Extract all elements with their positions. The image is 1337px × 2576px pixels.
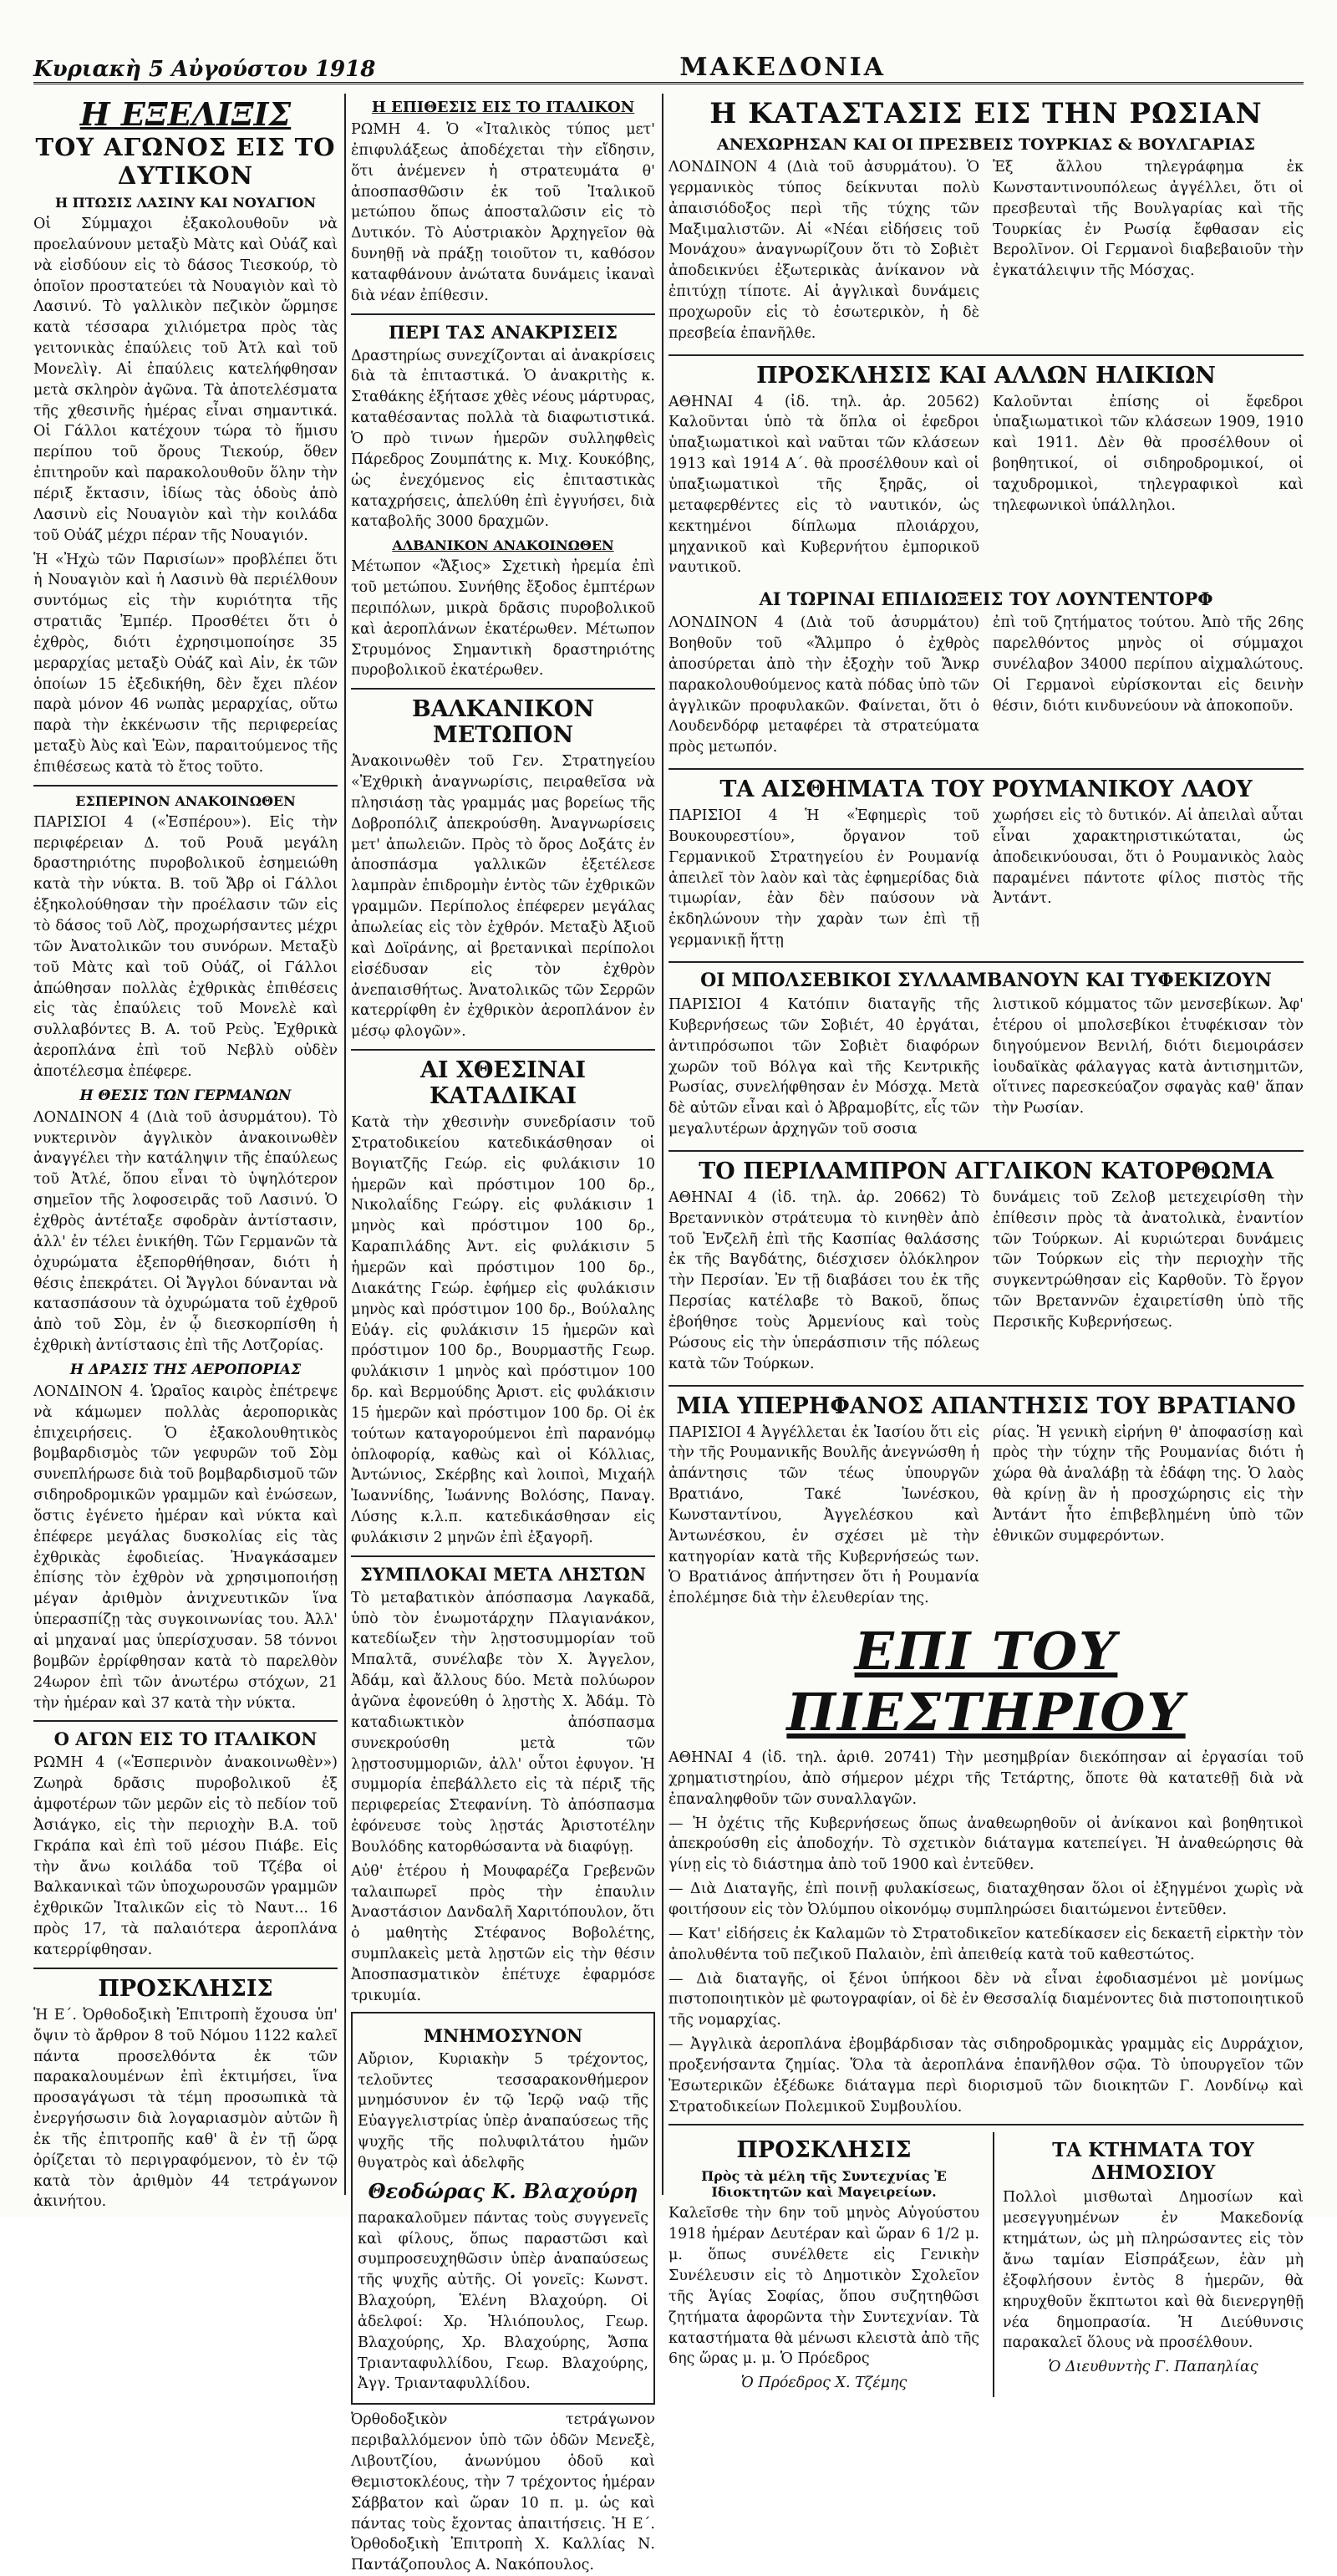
- call-up-article: [668, 392, 1304, 583]
- article-paragraph: Ἡ «Ἠχὼ τῶν Παρισίων» προβλέπει ὅτι ἡ Νουαγιὸν καὶ ἡ Λασινὺ θὰ περιέλθουν συντόμως εἰς τὴν κυριότητα τῆς στρατιᾶς Ἐμπέρ. Προσθέτει ὅτι ὁ ἐχθρὸς, διότι ἐχρησιμοποίησε 35 μεραρχίας μεταξὺ Οὐάζ καὶ Αἰν, ἐκ τῶν ὁποίων 15 ἐξεδικήθη, δὲν ἔχει πλέον παρὰ μόνον 46 νωπὰς μεραρχίας, οὕτω παρὰ τὴν ἐκκένωσιν τῆς περιφερείας μεταξὺ Ἀὺς καὶ Ἐὼν, παραιτούμενος τῆς ἐπιθέσεως κατὰ τὸ ἔτος τοῦτο.: [33, 551, 338, 776]
- notice-text: Αὔριον, Κυριακὴν 5 τρέχοντος, τελοῦντες τεσσαρακονθήμερον μνημόσυνον ἐν τῷ Ἱερῷ ναῷ τῆς Εὐαγγελιστρίας ὑπὲρ ἀναπαύσεως τῆς ψυχῆς τῆς πολυφιλτάτου ἡμῶν θυγατρὸς καὶ ἀδελφῆς: [358, 2050, 648, 2171]
- article-paragraph: Ἐξ ἄλλου τηλεγράφημα ἐκ Κωνσταντινουπόλεως ἀγγέλλει, ὅτι οἱ πρεσβευταὶ τῆς Βουλγαρίας καὶ τῆς Τουρκίας ἐν Ρωσίᾳ ἔφθασαν εἰς Βερολῖνον. Οἱ Γερμανοὶ διαβεβαιοῦν τὴν ἐγκατάλειψιν τῆς Μόσχας.: [993, 159, 1304, 280]
- headline-british-feat: ΤΟ ΠΕΡΙΛΑΜΠΡΟΝ ΑΓΓΛΙΚΟΝ ΚΑΤΟΡΘΩΜΑ: [699, 1158, 1273, 1184]
- article-paragraph: ΑΘΗΝΑΙ 4 (ἰδ. τηλ. ἀριθ. 20741) Τὴν μεσημβρίαν διεκόπησαν αἱ ἐργασίαι τοῦ χρηματιστηρίου, ἀπὸ σήμερον μέχρι τῆς Τετάρτης, ὅποτε θὰ κατατεθῇ διὰ νὰ ἐπαναληφθοῦν τῶν συναλλαγῶν.: [668, 1749, 1304, 1808]
- issue-date: Κυριακὴ 5 Αὐγούστου 1918: [33, 57, 376, 82]
- article-paragraph: Αὐθ' ἑτέρου ἡ Μουφαρέζα Γρεβενῶν ταλαιπωρεῖ πρὸς τὴν ἐπαυλιν Ἀναστάσιον Δανδαλῆ Χαριτόπουλον, ὅτι ὁ μαθητὴς Στέφανος Βοβολέτης, συμπλακεὶς μετὰ λῃστῶν εἰς τὴν θέσιν Ἀποσπασματικὸν ἐπέτυχε ἐφαρμόσε τρικυμία.: [351, 1862, 655, 2004]
- headline-state-property: ΤΑ ΚΤΗΜΑΤΑ ΤΟΥ ΔΗΜΟΣΙΟΥ: [1052, 2139, 1254, 2185]
- headline-balkan-front: ΒΑΛΚΑΝΙΚΟΝ ΜΕΤΩΠΟΝ: [411, 696, 595, 749]
- divider: [668, 768, 1304, 770]
- article-paragraph: ρίας. Ἡ γενικὴ εἰρήνη θ' ἀποφασίσῃ καὶ πρὸς τὴν τύχην τῆς Ρουμανίας διότι ἡ χώρα θὰ ἀναλάβῃ τὰ ἐδάφη της. Ὁ λαὸς θὰ κρίνῃ ἂν ἡ προσχώρησις εἰς τὴν Ἀντάντ ἦτο ἐπιβεβλημένη ὑπὸ τῶν ἐθνικῶν συμφερόντων.: [993, 1423, 1304, 1545]
- divider: [351, 313, 655, 315]
- headline-italian-offensive: Η ΕΠΙΘΕΣΙΣ ΕΙΣ ΤΟ ΙΤΑΛΙΚΟΝ: [371, 99, 635, 116]
- romanian-article: [668, 806, 1304, 955]
- article-paragraph: ΑΘΗΝΑΙ 4 (ἰδ. τηλ. ἀρ. 20562) Καλοῦνται ὑπὸ τὰ ὅπλα οἱ ἐφεδροι ὑπαξιωματικοὶ καὶ ναῦται τῶν κλάσεων 1913 καὶ 1914 Α΄. θὰ προσέλθουν καὶ οἱ ὑπαξιωματικοὶ τῆς ξηρᾶς, οἱ μεταφερθέντες εἰς τὸ ναυτικόν, ὡς κεκτημένοι δίπλωμα πλοιάρχου, μηχανικοῦ καὶ Κυβερνήτου ἐμπορικοῦ ναυτικοῦ.: [668, 393, 979, 577]
- article-paragraph: ΛΟΝΔΙΝΟΝ 4 (Διὰ τοῦ ἀσυρμάτου). Τὸ νυκτερινὸν ἀγγλικὸν ἀνακοινωθὲν ἀναγγέλει τὴν κατάληψιν τῆς ἐπαύλεως τοῦ Ἀτλέ, ὅπου εἶναι τὸ ὑψηλότερον σημεῖον τῆς λοφοσειρᾶς τοῦ Λασινύ. Ὁ ἐχθρὸς ἀντέταξε σφοδρὰν ἀντίστασιν, ἀλλ' ἐν τέλει ἐνικήθη. Τῶν Γερμανῶν τὰ ὀχυρώματα ἐξεπορθήθησαν, διότι ἡ θέσις ἐπεκράτει. Οἱ Ἄγγλοι δύνανται νὰ κατασπάσουν τὰ ὀχυρώματα τοῦ ἐχθροῦ ἀπὸ τοῦ Σὸμ, ἐν ᾧ διεσκορπίσθη ἡ ἐχθρικὴ ἀντίστασις ἐπὶ τῆς Λοτζορίας.: [33, 1108, 338, 1355]
- headline-call-up: ΠΡΟΣΚΛΗΣΙΣ ΚΑΙ ΑΛΛΩΝ ΗΛΙΚΙΩΝ: [756, 362, 1216, 389]
- divider: [351, 688, 655, 690]
- article-paragraph: ΠΑΡΙΣΙΟΙ 4 («Ἐσπέρου»). Εἰς τὴν περιφέρειαν Δ. τοῦ Ρουᾶ μεγάλη δραστηριότης πυροβολικοῦ ἐσημειώθη κατὰ τὴν νύκτα. Β. τοῦ Ἄβρ οἱ Γάλλοι ἐξηκολούθησαν τὴν προέλασιν τῶν εἰς τὸ δάσος τοῦ Λὸζ, προχωρήσαντες μέχρι τῶν Ἀνατολικῶν του συνόρων. Μεταξὺ τοῦ Μὰτς καὶ τοῦ Οὐάζ, οἱ Γάλλοι ἀπώθησαν πολλὰς ἐχθρικὰς ἐπιθέσεις εἰς τὰς ἐπαύλεις τοῦ Μονελὲ καὶ συλλαβόντες Β. Α. τοῦ Ρεὺς. Ἐχθρικὰ ἀεροπλάνα ἐπὶ τοῦ Νεβλὺ οὐδὲν ἀποτέλεσμα ἐπέφερε.: [33, 813, 338, 1080]
- notice-signature: Ὁ Διευθυντὴς Γ. Παπαηλίας: [1048, 2359, 1258, 2376]
- article-paragraph: ΠΑΡΙΣΙΟΙ 4 Κατόπιν διαταγῆς τῆς Κυβερνήσεως τῶν Σοβιέτ, 40 ἐργάται, ἀντιπρόσωποι τῶν Σοβιὲτ διαφόρων χωρῶν τοῦ Βόλγα καὶ τῆς Κεντρικῆς Ρωσίας, συνελήφθησαν ἐν Μόσχᾳ. Μετὰ δὲ αὐτῶν εἶναι καὶ ὁ Ἀβραμοβίτς, εἷς τῶν μεγαλυτέρων ἀρχηγῶν τοῦ σοσια: [668, 996, 979, 1138]
- british-article: [668, 1188, 1304, 1378]
- article-paragraph: ΡΩΜΗ 4 («Ἑσπερινὸν ἀνακοινωθὲν») Ζωηρὰ δρᾶσις πυροβολικοῦ ἐξ ἀμφοτέρων τῶν μερῶν εἰς τὸ πεδίον τοῦ Ἀσιάγκο, εἰς τὴν περιοχὴν Β.Α. τοῦ Γκράπα καὶ ἐπὶ τοῦ μέσου Πιάβε. Εἰς τὴν ἄνω κοιλάδα τοῦ Τζέβα οἱ Βαλκανικαὶ τῶν ὑποχωρουσῶν γραμμῶν ἐχθρικῶν Ἰταλικῶν εἰς τὸ Ναυτ... 16 πρὸς 17, τὰ παλαιότερα ἀεροπλάνα κατερρίφθησαν.: [33, 1754, 338, 1958]
- divider: [668, 2124, 1304, 2125]
- column-rule: [662, 94, 663, 2195]
- headline-german-position: Η ΘΕΣΙΣ ΤΩΝ ΓΕΡΜΑΝΩΝ: [79, 1087, 292, 1104]
- divider: [351, 1555, 655, 1557]
- headline-memorial: ΜΝΗΜΟΣΥΝΟΝ: [423, 2024, 583, 2046]
- deceased-name: Θεοδώρας Κ. Βλαχούρη: [368, 2178, 638, 2203]
- article-paragraph: Οἱ Σύμμαχοι ἐξακολουθοῦν νὰ προελαύνουν μεταξὺ Μὰτς καὶ Οὐάζ καὶ νὰ εἰσδύουν εἰς τὸ δάσος Τιεσκούρ, τὸ ὁποῖον προστατεύει τὰ Νουαγιὸν καὶ τὸ Λασινύ. Τὸ γαλλικὸν πεζικὸν ὥρμησε κατὰ τέσσαρα χιλιόμετρα πρὸς τὰς γειτονικὰς ἐπαύλεις τοῦ Ἀτλ καὶ τοῦ Μονελὶγ. Αἱ ἐπαύλεις κατελήφθησαν μετὰ σκληρὸν ἀγῶνα. Τὰ ἀποτελέσματα τῆς χθεσινῆς ἡμέρας εἶναι σημαντικά. Οἱ Γάλλοι κατέχουν τώρα τὸ ἥμισυ περίπου τοῦ ὄρους Τιεκούρ, ὅθεν ἐπιτηροῦν καὶ παρακολουθοῦν ὅλην τὴν πέριξ ἔκτασιν, ἰδίως τὰς ὁδοὺς ἀπὸ Λασινὺ εἰς Νουαγιὸν καὶ τὴν κοιλάδα τοῦ Οὐάζ μέχρι πέραν τῆς Νουαγιόν.: [33, 216, 338, 544]
- headline-romanian-sentiment: ΤΑ ΑΙΣΘΗΜΑΤΑ ΤΟΥ ΡΟΥΜΑΝΙΚΟΥ ΛΑΟΥ: [719, 776, 1253, 803]
- article-paragraph: δυνάμεις τοῦ Ζελοβ μετεχειρίσθη τὴν ἐπίθεσιν πρὸς τὰ ἀνατολικὰ, ἐναντίον τῶν Τούρκων. Αἱ κυριώτεραι δυνάμεις τῶν Τούρκων εἰς τὴν περιοχὴν τῆς συγκεντρώθησαν εἰς Καρθοῦν. Τὸ ἔργον τῶν Βρεταννῶν ἐχαιρετίσθη ὑπὸ τῆς Περσικῆς Κυβερνήσεως.: [993, 1189, 1304, 1331]
- russia-article: [668, 157, 1304, 348]
- article-paragraph: Ὀρθοδοξικὸν τετράγωνον περιβαλλόμενον ὑπὸ τῶν ὁδῶν Μενεξὲ, Λιβουτζίου, ἀνωνύμου ὁδοῦ καὶ Θεμιστοκλέους, τὴν 7 τρέχοντος ἡμέραν Σάββατον καὶ ὥραν 10 π. μ. ὡς καὶ πάντας τοὺς ἔχοντας ἀπαιτήσεις. Ἡ Ε΄. Ὀρθοδοξικὴ Ἐπιτροπὴ Χ. Καλλίας Ν. Παντάζοπουλος Α. Νακόπουλος.: [351, 2411, 655, 2574]
- headline-investigations: ΠΕΡΙ ΤΑΣ ΑΝΑΚΡΙΣΕΙΣ: [388, 321, 618, 343]
- notice-text: Πολλοὶ μισθωταὶ Δημοσίων καὶ μεσεγγυημένων ἐν Μακεδονίᾳ κτημάτων, ὡς μὴ πληρώσαντες εἰς τὸν ἄνω ταμίαν Εἰσπράξεων, ἐὰν μὴ ἐξοφλήσουν ἐντὸς 8 ἡμερῶν, θὰ κηρυχθοῦν ἔκπτωτοι καὶ θὰ διενεργηθῇ νέα δημοπρασία. Ἡ Διεύθυνσις παρακαλεῖ ὅλους νὰ προσέλθουν.: [1003, 2189, 1304, 2352]
- article-paragraph: — Κατ' εἰδήσεις ἐκ Καλαμῶν τὸ Στρατοδικεῖον κατεδίκασεν εἰς δεκαετῆ εἰρκτὴν τὸν ἀπολυθέντα τοῦ πεζικοῦ Παλαιὸν, ἐπὶ ἀπειθείᾳ κατὰ τοῦ καθεστώτος.: [668, 1925, 1304, 1963]
- article-paragraph: — Διὰ διαταγῆς, οἱ ξένοι ὑπήκοοι δὲν νὰ εἶναι ἐφοδιασμένοι μὲ μονίμως πιστοποιητικὸν μὲ φωτογραφίαν, οἱ δὲ ἐν Θεσσαλίᾳ διαμένοντες διὰ πιστοποιητικοῦ τῆς νομαρχίας.: [668, 1970, 1304, 2029]
- column-2: [351, 94, 656, 2574]
- headline-invitation: ΠΡΟΣΚΛΗΣΙΣ: [98, 1975, 273, 2002]
- notice-text: παρακαλοῦμεν πάντας τοὺς συγγενεῖς καὶ φίλους, ὅπως παραστῶσι καὶ συμπροσευχηθῶσιν ὑπὲρ ἀναπαύσεως τῆς ψυχῆς αὐτῆς. Οἱ γονεῖς: Κωνστ. Βλαχούρη, Ἑλένη Βλαχούρη. Οἱ ἀδελφοί: Χρ. Ἠλιόπουλος, Γεωρ. Βλαχούρης, Χρ. Βλαχούρης, Ἄσπα Τριανταφυλλίδου, Γεωρ. Βλαχούρης, Ἀγγ. Τριανταφυλλίδου.: [358, 2209, 648, 2393]
- headline-albanian-communique: ΑΛΒΑΝΙΚΟΝ ΑΝΑΚΟΙΝΩΘΕΝ: [392, 537, 614, 554]
- headline-italian-struggle: Ο ΑΓΩΝ ΕΙΣ ΤΟ ΙΤΑΛΙΚΟΝ: [53, 1728, 318, 1750]
- newspaper-title: ΜΑΚΕΔΟΝΙΑ: [679, 53, 886, 82]
- article-paragraph: ΛΟΝΔΙΝΟΝ 4. Ὡραῖος καιρὸς ἐπέτρεψε νὰ κάμωμεν πολλὰς ἀεροπορικὰς ἐπιχειρήσεις. Ὁ ἐξακολουθητικὸς βομβαρδισμὸς τῶν γεφυρῶν τοῦ Σὸμ συνεπλήρωσε διὰ τοῦ βομβαρδισμοῦ τῶν σιδηροδρομικῶν γραμμῶν καὶ ἐνώσεων, ὅστις ἐγένετο ἡμέραν καὶ νύκτα καὶ ἐπέφερε μεγάλας δυσκολίας εἰς τὰς ἐχθρικὰς ἐφοδιείας. Ἠναγκάσαμεν ἐπίσης τὸν ἐχθρὸν νὰ χρησιμοποιήσῃ μέγαν ἀριθμὸν ἀνιχνευτικῶν ἵνα ὑπερασπίζῃ τὰς συγκοινωνίας του. Ἀλλ' αἱ μηχαναί μας ὑπερίσχυσαν. 58 τόννοι βομβῶν ἐρρίφθησαν κατὰ τὸ παρελθὸν 24ωρον ἐπὶ τῶν ἀνωτέρω στόχων, 21 τὴν ἡμέραν καὶ 37 κατὰ τὴν νύκτα.: [33, 1382, 338, 1712]
- article-paragraph: ΛΟΝΔΙΝΟΝ 4 (Διὰ τοῦ ἀσυρμάτου) Βοηθοῦν τοῦ «Ἄλμπρο ὁ ἐχθρὸς ἀποσύρεται ἀπὸ τὴν ἐξοχὴν τοῦ Ἄνκρ παρακολουθούμενος κατὰ πόδας ὑπὸ τῶν ἀγγλικῶν προφυλακῶν. Φαίνεται, ὅτι ὁ Λουδενδόρφ μεταφέρει τὰ στρατεύματα πρὸς μετωπόν.: [668, 614, 979, 756]
- divider: [33, 1720, 338, 1722]
- divider: [33, 1968, 338, 1969]
- article-paragraph: Τὸ μεταβατικὸν ἀπόσπασμα Λαγκαδᾶ, ὑπὸ τὸν ἐνωμοτάρχην Πλαγιανάκον, κατεδίωξεν τὴν λῃστοσυμμορίαν τοῦ Μπαλτᾶ, συνέλαβε τὸν Χ. Ἀγγελον, Ἀδάμ, καὶ ἄλλους δύο. Μετὰ πολύωρον ἀγῶνα ἐφονεύθη ὁ λῃστὴς Χ. Ἀδάμ. Τὸ καταδιωκτικὸν ἀπόσπασμα συνεκρούσθη μετὰ τῶν λῃστοσυμμοριῶν, ἀλλ' οὗτοι ἐφυγον. Ἡ συμμορία ἐπεβάλλετο εἰς τὰ πέριξ τῆς περιφερείας Στεφανίνη. Τὸ ἀπόσπασμα ἐφόνευσε τοὺς λῃστάς Ἀριστοτέλην Βουλόδης κατορθώσαντα νὰ διαφύγῃ.: [351, 1589, 655, 1856]
- headline-on-the-press: ΕΠΙ ΤΟΥ ΠΙΕΣΤΗΡΙΟΥ: [786, 1621, 1186, 1744]
- article-paragraph: ἐπὶ τοῦ ζητήματος τούτου. Ἀπὸ τῆς 26ης παρελθόντος μηνὸς οἱ σύμμαχοι συνέλαβον 34000 περίπου αἰχμαλώτους. Οἱ Γερμανοὶ εὑρίσκονται εἰς δεινὴν θέσιν, διότι κινδυνεύουν νὰ ἀποκοποῦν.: [993, 614, 1304, 715]
- column-rule: [344, 94, 346, 2195]
- bolshevik-article: [668, 995, 1304, 1143]
- headline-invitation: ΠΡΟΣΚΛΗΣΙΣ: [736, 2137, 912, 2164]
- article-paragraph: Κατὰ τὴν χθεσινὴν συνεδρίασιν τοῦ Στρατοδικείου κατεδικάσθησαν οἱ Βογιατζῆς Γεώρ. εἰς φυλάκισιν 10 ἡμερῶν καὶ πρόστιμον 100 δρ., Νικολαΐδης Γεώργ. εἰς φυλάκισιν 1 μηνὸς καὶ πρόστιμον 100 δρ., Καραπιλάδης Ἀντ. εἰς φυλάκισιν 5 ἡμερῶν καὶ πρόστιμον 100 δρ., Διακάτης Γεώρ. ἐφήμερ εἰς φυλάκισιν μηνὸς καὶ πρόστιμον 100 δρ., Βούλαλης Εὐάγ. εἰς φυλάκισιν 15 ἡμερῶν καὶ πρόστιμον 100 δρ., Βουρμαστῆς Γεωρ. φυλάκισιν 1 μηνὸς καὶ πρόστιμον 100 δρ. καὶ Βερμούδης Ἀριστ. εἰς φυλάκισιν 15 ἡμερῶν καὶ πρόστιμον 100 δρ. Οἱ ἐκ τούτων καταγορούμενοι ἐπὶ παρανόμῳ ὀπλοφορίᾳ, καθὼς καὶ οἱ Κόλλιας, Ἀντώνιος, Σκέρβης καὶ λοιποὶ, Μιχαήλ Ἰωαννίδης, Ἰωάννης Βολόσης, Παναγ. Λύσης κ.λ.π. κατεδικάσθησαν εἰς φυλάκισιν 2 μηνῶν ἐπὶ ἐξαγορῆ.: [351, 1114, 655, 1546]
- article-paragraph: Ἡ Ε΄. Ὀρθοδοξικὴ Ἐπιτροπὴ ἔχουσα ὑπ' ὄψιν τὸ ἄρθρον 8 τοῦ Νόμου 1122 καλεῖ πάντα προσελθόντα ἐκ τῶν παρακαλουμένων ἐπὶ ἐκτιμήσει, ἵνα προσαγάγωσι τὰ τέμη προσωπικὰ τὰ ἐνεργήσωσιν διὰ λογαριασμὸν αὐτῶν ἢ ἐκ τῆς ἐπιτροπῆς καθ' ἃ ἐν τῇ ὥρᾳ ὀρίζεται τὸ περιγραφόμενον, τὸ ἐν τῷ κατὰ τὸν ἀριθμὸν 44 τετράγωνον ἀκινήτου.: [33, 2006, 338, 2211]
- article-paragraph: ΑΘΗΝΑΙ 4 (ἰδ. τηλ. ἀρ. 20662) Τὸ Βρεταννικὸν στράτευμα τὸ κινηθὲν ἀπὸ τοῦ Ἐνζελῆ ἐπὶ τῆς Κασπίας θαλάσσης ἐκ τῆς Βαγδάτης, διέσχισεν ὁλόκληρον τὴν Περσίαν. Ἐν τῇ διαβάσει του ἐκ τῆς Περσίας κατέλαβε τὸ Βακοῦ, ὅπως ἐβοήθησε τοὺς Ἀρμενίους καὶ τοὺς Ρώσους εἰς τὴν ὑπεράσπισιν τῆς πόλεως κατὰ τῶν Τούρκων.: [668, 1189, 979, 1372]
- article-paragraph: Ἀνακοινωθὲν τοῦ Γεν. Στρατηγείου «Ἐχθρικὴ ἀναγνωρίσις, πειραθεῖσα νὰ πλησιάσῃ τὰς γραμμάς μας βορείως τῆς Δοβροπόλιζ ἀπεκρούσθη. Ἀναγνωρίσεις μετ' ἀπωλειῶν. Πρὸς τὸ ὄρος Δοξάτς ἐν ἀποσπάσμα γαλλικῶν ἐξετέλεσε λαμπρὰν ἐπιδρομὴν ἐντὸς τῶν ἐχθρικῶν γραμμῶν. Περίπολος ἐπέφερεν μεγάλας ἀπωλείας εἰς τὸν ἐχθρόν. Μεταξὺ Ἀξιοῦ καὶ Δοϊράνης, αἱ βρετανικαὶ περίπολοι εἰσέδυσαν εἰς τὸν ἐχθρὸν ἀνεπαισθήτως. Ἀνατολικῶς τῶν Σερρῶν κατερρίφθη ἐν ἐχθρικὸν ἀεροπλάνον ἐν μέσῳ φλογῶν».: [351, 753, 655, 1041]
- article-paragraph: — Διὰ Διαταγῆς, ἐπὶ ποινῇ φυλακίσεως, διαταχθησαν ὅλοι οἱ ἐξηγμένοι χωρὶς νὰ φοιτήσουν εἰς τὸν Ὀλύμπου οἰκονόμῳ συμπληρώσει διαιτώμενοι ἐντεῦθεν.: [668, 1881, 1304, 1918]
- column-1: [33, 94, 338, 2211]
- article-paragraph: Καλοῦνται ἐπίσης οἱ ἔφεδροι ὑπαξιωματικοὶ τῶν κλάσεων 1909, 1910 καὶ 1911. Δὲν θὰ προσέλθουν οἱ βοηθητικοί, οἱ σιδηροδρομικοί, οἱ ταχυδρομικοὶ, τηλεγραφικοὶ καὶ τηλεφωνικοὶ ὑπάλληλοι.: [993, 393, 1304, 514]
- article-paragraph: ΠΑΡΙΣΙΟΙ 4 Ἀγγέλλεται ἐκ Ἰασίου ὅτι εἰς τὴν τῆς Ρουμανικῆς Βουλῆς ἀνεγνώσθη ἡ ἀπάντησις τῶν τέως ὑπουργῶν Βρατιάνο, Τακέ Ἰωνέσκου, Κωνσταντίνου, Ἀγγελέσκου καὶ Ἀντωνέσκου, ἐν σχέσει μὲ τὴν κατηγορίαν κατὰ τῆς Κυβερνήσεώς των. Ὁ Βρατιάνος ἀπήντησεν ὅτι ἡ Ρουμανία ἐπολέμησε διὰ τὴν ἐλευθερίαν της.: [668, 1423, 979, 1607]
- masthead: [33, 52, 1304, 84]
- headline-bratianu: ΜΙΑ ΥΠΕΡΗΦΑΝΟΣ ΑΠΑΝΤΗΣΙΣ ΤΟΥ ΒΡΑΤΙΑΝΟ: [676, 1392, 1296, 1419]
- headline-western-front: ΤΟΥ ΑΓΩΝΟΣ ΕΙΣ ΤΟ ΔΥΤΙΚΟΝ: [35, 133, 336, 190]
- bratianu-article: [668, 1423, 1304, 1613]
- divider: [668, 354, 1304, 356]
- divider: [351, 1049, 655, 1051]
- divider: [668, 1150, 1304, 1152]
- bottom-notices: [668, 2132, 1304, 2397]
- divider: [668, 1385, 1304, 1387]
- article-paragraph: — Ἀγγλικὰ ἀεροπλάνα ἐβομβάρδισαν τὰς σιδηροδρομικὰς γραμμὰς εἰς Δυρράχιον, προξενήσαντα ζημίας. Ὅλα τὰ ἀεροπλάνα ἐπανῆλθον σῷα. Τὸ ὑπουργεῖον τῶν Ἐσωτερικῶν ἐξέδωκε διάταγμα περὶ διορισμοῦ τῶν διοικητῶν Γ. Λονδίνῳ καὶ Στρατοδικείων Πολεμικοῦ Συμβουλίου.: [668, 2036, 1304, 2115]
- headline-bandit-clashes: ΣΥΜΠΛΟΚΑΙ ΜΕΤΑ ΛΗΣΤΩΝ: [359, 1563, 647, 1585]
- headline-air-activity: Η ΔΡΑΣΙΣ ΤΗΣ ΑΕΡΟΠΟΡΙΑΣ: [69, 1361, 302, 1378]
- article-paragraph: λιστικοῦ κόμματος τῶν μενσεβίκων. Ἀφ' ἑτέρου οἱ μπολσεβίκοι ἐτυφέκισαν τὸν διηγούμενον Βενιλή, διότι διεμοιράσεν ἰουδαϊκὰς φάλαγγας κατὰ ἀντισημιτῶν, οἵτινες παρεσκεύαζον σφαγὰς καθ' ἅπαν τὴν Ρωσίαν.: [993, 996, 1304, 1117]
- memorial-notice: [351, 2012, 655, 2405]
- article-paragraph: ΡΩΜΗ 4. Ὁ «Ἰταλικὸς τύπος μετ' ἐπιφυλάξεως ἀποδέχεται τὴν εἴδησιν, ὅτι ἀνέμενεν ἡ στρατευμάτα θ' ἀποσπασθῶσιν ἐκ τοῦ Ἰταλικοῦ μετώπου ὅπως ἀποσταλῶσιν εἰς τὸ Δυτικόν. Τὸ Αὐστριακὸν Ἀρχηγεῖον θὰ δυνηθῇ νὰ πράξῃ τοιοῦτον τι, καθόσον καταφθάνουν ἀνώτατα δυνάμεις ἰκαναὶ διὰ νέαν ἐπίθεσιν.: [351, 121, 655, 304]
- notice-signature: Ὁ Πρόεδρος Χ. Τζέμης: [740, 2375, 907, 2392]
- headline-russia: Η ΚΑΤΑΣΤΑΣΙΣ ΕΙΣ ΤΗΝ ΡΩΣΙΑΝ: [709, 97, 1263, 130]
- headline-ludendorff: ΑΙ ΤΩΡΙΝΑΙ ΕΠΙΔΙΩΞΕΙΣ ΤΟΥ ΛΟΥΝΤΕΝΤΟΡΦ: [759, 588, 1213, 610]
- divider: [668, 961, 1304, 963]
- divider: [33, 785, 338, 787]
- article-paragraph: Δραστηρίως συνεχίζονται αἱ ἀνακρίσεις διὰ τὰ ἐπιταστικά. Ὁ ἀνακριτὴς κ. Σταθάκης ἐξήτασε χθὲς νέους μάρτυρας, καταθέσαντας πολλὰ τὰ διαφωτιστικά. Ὁ πρὸ τινων ἡμερῶν συλληφθεὶς Πάρεδρος Ζουμπάτης κ. Μιχ. Κουκόβης, ὡς ἐνεχόμενος εἰς ἐπιταστικὰς καταχρήσεις, ἀπελύθη ἐπὶ ἐγγυήσει, διὰ καταβολῆς 3000 δραχμῶν.: [351, 347, 656, 531]
- headline-evolution: Η ΕΞΕΛΙΞΙΣ: [79, 95, 292, 133]
- article-paragraph: Μέτωπον «Ἄξιος» Σχετικὴ ἠρεμία ἐπὶ τοῦ μετώπου. Συνήθης ἔξοδος ἐμπτέρων περιπόλων, μικρὰ δρᾶσις πυροβολικοῦ καὶ ἀεροπλάνων ἑκατέρωθεν. Μέτωπον Στρυμόνος Σημαντικὴ δραστηριότης πυροβολικοῦ ἑκατέρωθεν.: [351, 558, 655, 680]
- headline-sentences: ΑΙ ΧΘΕΣΙΝΑΙ ΚΑΤΑΔΙΚΑΙ: [419, 1057, 586, 1110]
- column-3: [668, 94, 1304, 2392]
- state-property-notice: [993, 2132, 1304, 2397]
- article-paragraph: ΠΑΡΙΣΙΟΙ 4 Ἡ «Ἐφημερὶς τοῦ Βουκουρεστίου», ὄργανον τοῦ Γερμανικοῦ Στρατηγείου ἐν Ρουμανίᾳ ἀπειλεῖ τὸν λαὸν καὶ τὰς ἐφημερίδας διὰ τιμωρίαν, ἐὰν δὲν παύσουν νὰ ἐκδηλώνουν τὴν χαρὰν των ἐπὶ τῇ γερμανικῇ ἥττῃ: [668, 807, 979, 949]
- headline-bolsheviks: ΟΙ ΜΠΟΛΣΕΒΙΚΟΙ ΣΥΛΛΑΜΒΑΝΟΥΝ ΚΑΙ ΤΥΦΕΚΙΖΟΥΝ: [700, 970, 1272, 991]
- article-paragraph: ΛΟΝΔΙΝΟΝ 4 (Διὰ τοῦ ἀσυρμάτου). Ὁ γερμανικὸς τύπος δείκνυται πολὺ ἀπαισιόδοξος περὶ τῆς τύχης τῶν Μαξιμαλιστῶν. Αἱ «Νέαι εἰδήσεις τοῦ Μονάχου» ἀναγνωρίζουν ὅτι τὸ Σοβιὲτ ἀποδεικνύει ἐξωτερικὰς ἀνίκανον νὰ ἐπιτύχῃ τίποτε. Αἱ ἀγγλικαὶ δυνάμεις προχωροῦν εἰς τὸ ἐσωτερικὸν, ἡ δὲ πρεσβεία ἐπανῆλθε.: [668, 159, 979, 342]
- guild-invitation: [668, 2132, 979, 2397]
- article-paragraph: — Ἡ ὀχέτις τῆς Κυβερνήσεως ὅπως ἀναθεωρηθοῦν οἱ ἀνίκανοι καὶ βοηθητικοὶ ἀπεκρούσθη εἰς ἀποδοχήν. Τὸ σχετικὸν διάταγμα κατεπείγει. Ἡ ἀναθεώρησις θὰ γίνῃ εἰς τὸ διάστημα ἀπὸ τοῦ 1900 καὶ ἐντεῦθεν.: [668, 1815, 1304, 1874]
- invitation-recipients: Πρὸς τὰ μέλη τῆς Συντεχνίας Ἐ Ιδιοκτητῶν καὶ Μαγειρείων.: [701, 2168, 947, 2201]
- notice-text: Καλεῖσθε τὴν 6ην τοῦ μηνὸς Αὐγούστου 1918 ἡμέραν Δευτέραν καὶ ὥραν 6 1/2 μ. μ. ὅπως συνέλθετε εἰς Γενικὴν Συνέλευσιν εἰς τὸ Δημοτικὸν Σχολεῖον τῆς Ἁγίας Σοφίας, ὅπου συζητηθῶσι ζητήματα ἀφορῶντα τὴν Συντεχνίαν. Τὰ καταστήματα θὰ μένωσι κλειστὰ ἀπὸ τῆς 6ης ὥρας μ. μ. Ὁ Πρόεδρος: [668, 2205, 979, 2368]
- headline-evening-communique: ΕΣΠΕΡΙΝΟΝ ΑΝΑΚΟΙΝΩΘΕΝ: [75, 792, 296, 809]
- ludendorff-article: [668, 613, 1304, 761]
- subheadline-ambassadors: ΑΝΕΧΩΡΗΣΑΝ ΚΑΙ ΟΙ ΠΡΕΣΒΕΙΣ ΤΟΥΡΚΙΑΣ & ΒΟΥΛΓΑΡΙΑΣ: [716, 135, 1256, 154]
- article-paragraph: χωρήσει εἰς τὸ δυτικόν. Αἱ ἀπειλαὶ αὗται εἶναι χαρακτηριστικώταται, ὡς ἀποδεικνύουσαι, ὅτι ὁ Ρουμανικὸς λαὸς παραμένει πάντοτε φίλος πιστὸς τῆς Ἀντάντ.: [993, 807, 1304, 908]
- subheadline-fall: Η ΠΤΩΣΙΣ ΛΑΣΙΝΥ ΚΑΙ ΝΟΥΑΓΙΟΝ: [54, 195, 317, 211]
